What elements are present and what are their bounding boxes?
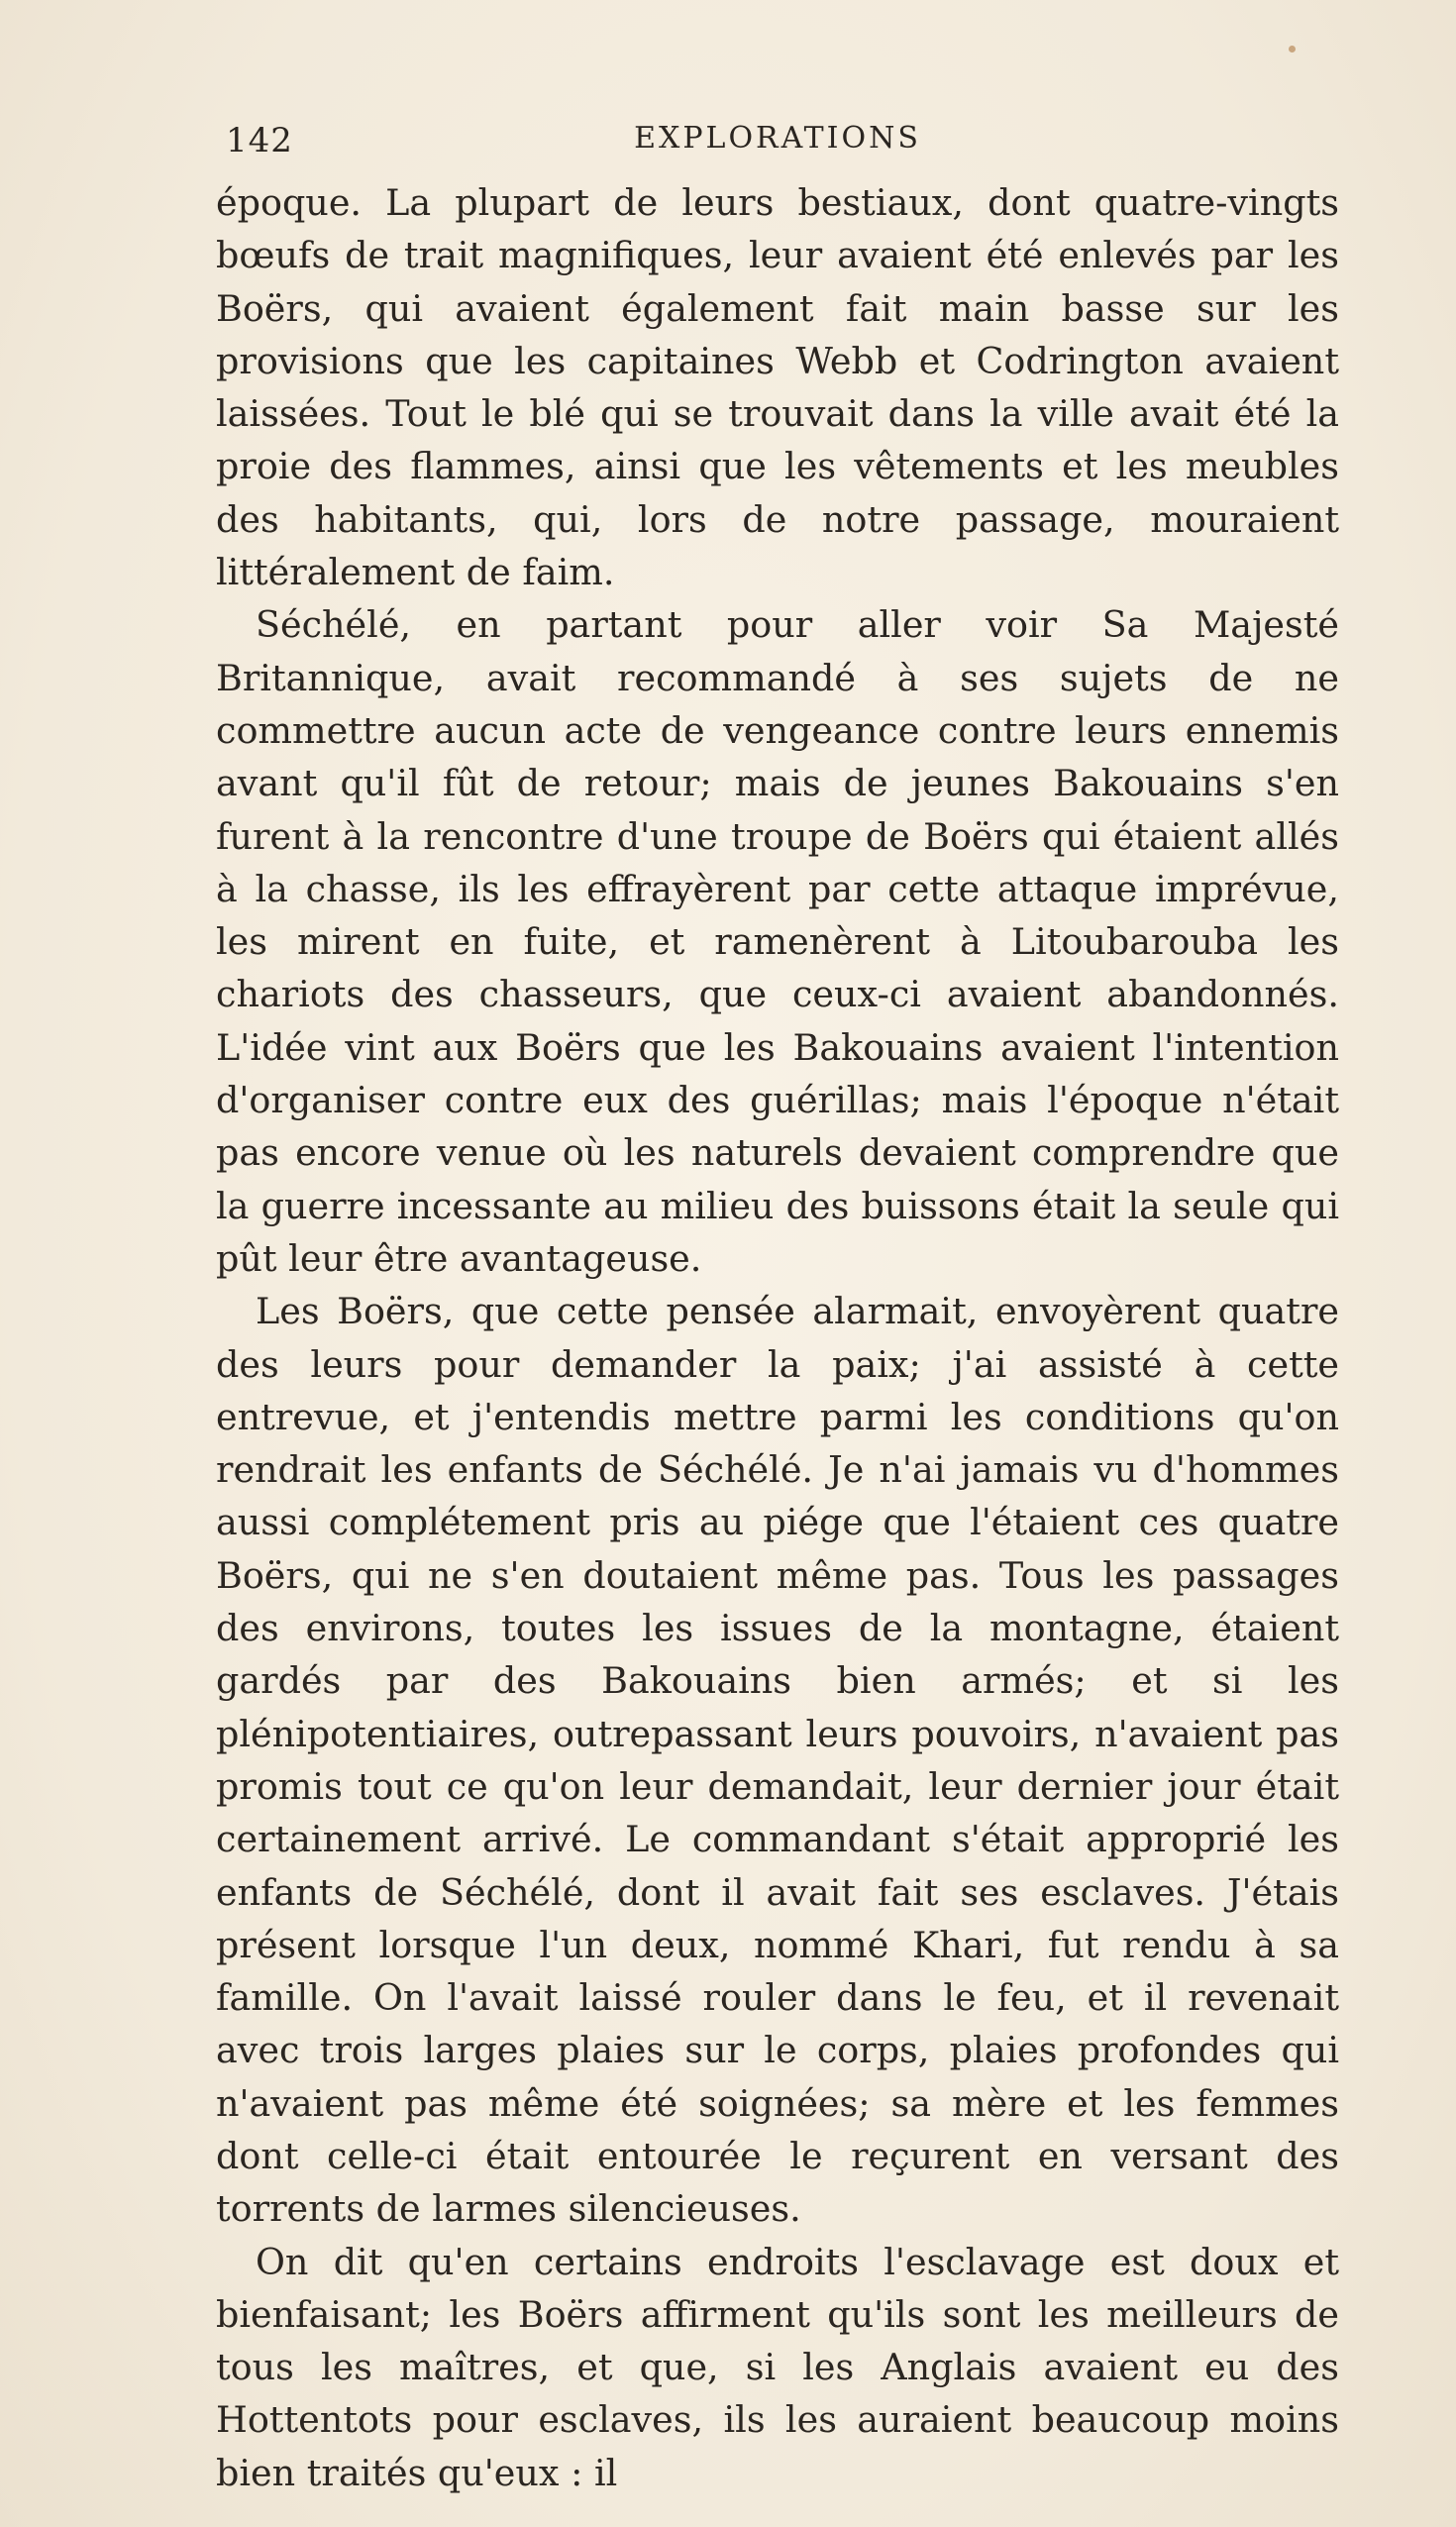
paragraph: Les Boërs, que cette pensée alarmait, envoyèrent quatre des leurs pour demander la paix; j'ai assisté à cette entrevue, et j'entendis mettre parmi les conditions qu'on rendrait les enfants de Séchélé. Je n'ai jamais vu d'hommes aussi complétement pris au piége que l'étaient ces quatre Boërs, qui ne s'en doutaient même pas. Tous les passages des environs, toutes les issues de la montagne, étaient gardés par des Bakouains bien armés; et si les plénipotentiaires, outrepassant leurs pouvoirs, n'avaient pas promis tout ce qu'on leur demandait, leur dernier jour était certainement arrivé. Le commandant s'était approprié les enfants de Séchélé, dont il avait fait ses esclaves. J'étais présent lorsque l'un deux, nommé Khari, fut rendu à sa famille. On l'avait laissé rouler dans le feu, et il revenait avec trois larges plaies sur le corps, plaies profondes qui n'avaient pas même été soignées; sa mère et les femmes dont celle-ci était entourée le reçurent en versant des torrents de larmes silencieuses. [216, 1290, 1339, 2231]
page-number: 142 [226, 121, 293, 160]
body-text [216, 176, 1339, 2499]
ink-mark [1289, 46, 1296, 53]
page-header [216, 121, 1339, 170]
running-title: EXPLORATIONS [634, 121, 921, 156]
paragraph-continued: époque. La plupart de leurs bestiaux, dont quatre-vingts bœufs de trait magnifiques, leur avaient été enlevés par les Boërs, qui avaient également fait main basse sur les provisions que les capitaines Webb et Codrington avaient laissées. Tout le blé qui se trouvait dans la ville avait été la proie des flammes, ainsi que les vêtements et les meubles des habitants, qui, lors de notre passage, mouraient littéralement de faim. [216, 181, 1339, 594]
paragraph: Séchélé, en partant pour aller voir Sa Majesté Britannique, avait recommandé à ses sujets de ne commettre aucun acte de vengeance contre leurs ennemis avant qu'il fût de retour; mais de jeunes Bakouains s'en furent à la rencontre d'une troupe de Boërs qui étaient allés à la chasse, ils les effrayèrent par cette attaque imprévue, les mirent en fuite, et ramenèrent à Litoubarouba les chariots des chasseurs, que ceux-ci avaient abandonnés. L'idée vint aux Boërs que les Bakouains avaient l'intention d'organiser contre eux des guérillas; mais l'époque n'était pas encore venue où les naturels devaient comprendre que la guerre incessante au milieu des buissons était la seule qui pût leur être avantageuse. [216, 603, 1339, 1280]
paragraph: On dit qu'en certains endroits l'esclavage est doux et bienfaisant; les Boërs affirment qu'ils sont les meilleurs de tous les maîtres, et que, si les Anglais avaient eu des Hottentots pour esclaves, ils les auraient beaucoup moins bien traités qu'eux : il [216, 2240, 1339, 2494]
